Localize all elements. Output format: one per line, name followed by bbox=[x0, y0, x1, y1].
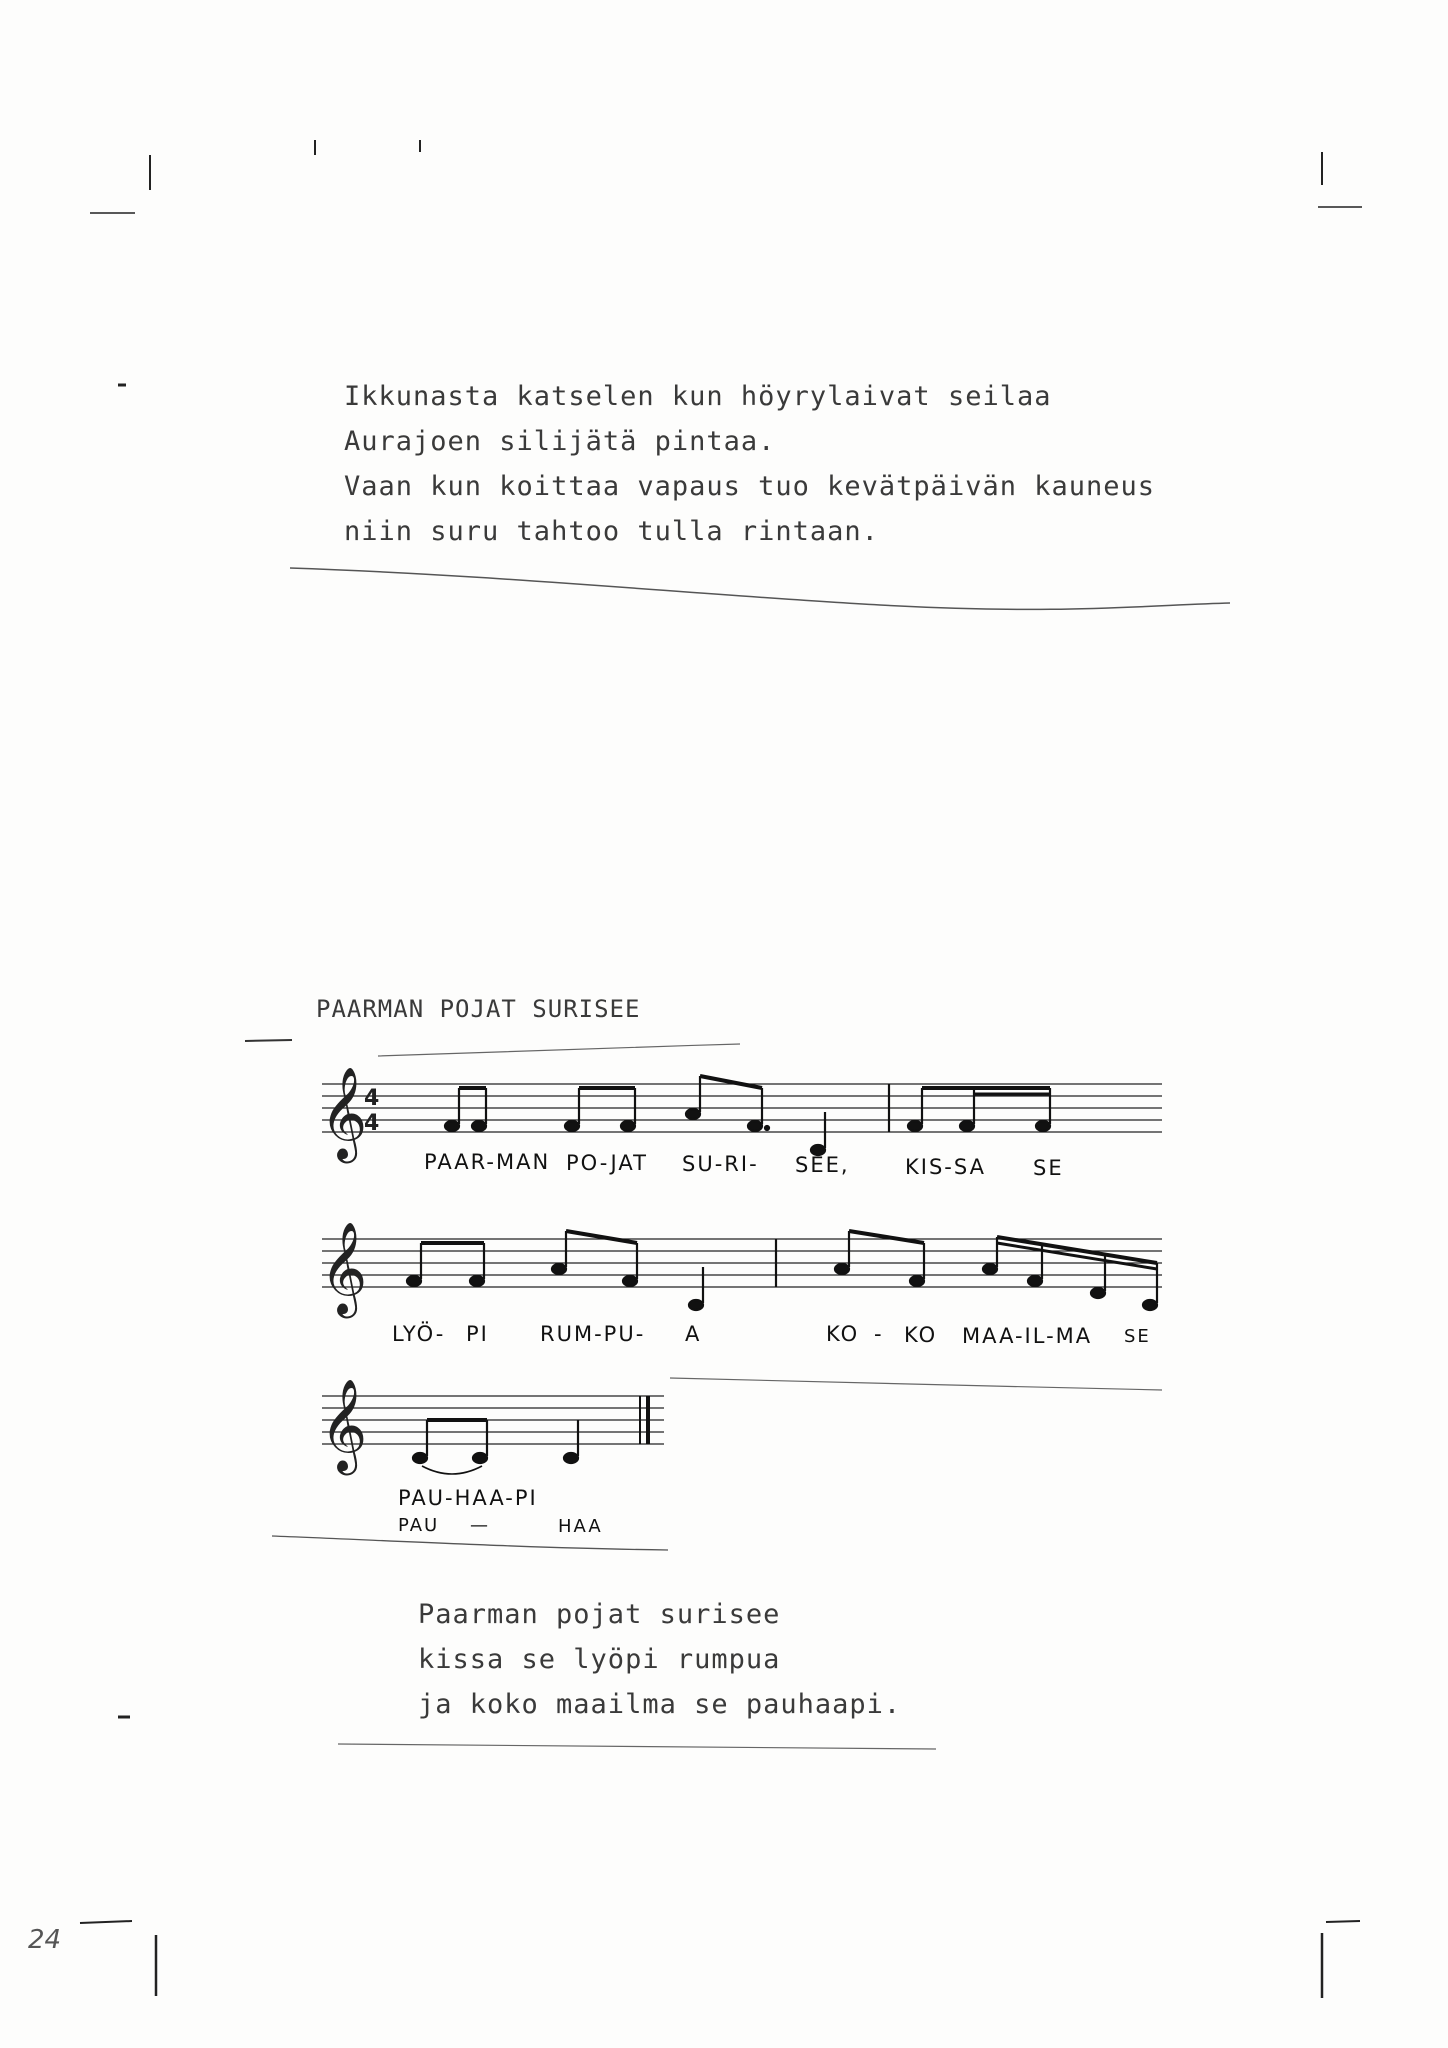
time-signature-bottom: 4 bbox=[364, 1111, 380, 1136]
lyric-syllable: — bbox=[470, 1515, 490, 1536]
lyric-syllable: SE bbox=[1033, 1156, 1064, 1180]
lyric-syllable: KO bbox=[904, 1323, 938, 1347]
treble-clef-icon: 𝄞 bbox=[320, 1066, 368, 1159]
lyrics-line-3: PAU-HAA-PI bbox=[398, 1486, 538, 1510]
lyric-syllable: RUM-PU- bbox=[540, 1322, 646, 1346]
staff-3 bbox=[322, 1396, 664, 1444]
verse-line: kissa se lyöpi rumpua bbox=[418, 1644, 781, 1675]
lyric-syllable: KO bbox=[826, 1322, 860, 1346]
lyric-syllable: KIS-SA bbox=[905, 1155, 986, 1179]
lyric-syllable: PAAR-MAN bbox=[424, 1150, 551, 1174]
lyric-syllable: MAA-IL-MA bbox=[962, 1324, 1093, 1348]
lyric-syllable: SU-RI- bbox=[682, 1152, 759, 1176]
lyric-syllable: HAA bbox=[558, 1516, 603, 1537]
page-number: 24 bbox=[28, 1925, 62, 1955]
lyric-syllable: PO-JAT bbox=[566, 1151, 648, 1175]
song-title: PAARMAN POJAT SURISEE bbox=[316, 995, 641, 1023]
verse-line: ja koko maailma se pauhaapi. bbox=[418, 1689, 902, 1720]
verse-line: Ikkunasta katselen kun höyrylaivat seilaa bbox=[344, 381, 1052, 412]
verse-bottom bbox=[418, 1592, 901, 1727]
lyric-syllable: LYÖ- bbox=[392, 1322, 446, 1346]
lyric-syllable: SE bbox=[1124, 1326, 1151, 1347]
time-signature-top: 4 bbox=[364, 1086, 380, 1111]
treble-clef-icon: 𝄞 bbox=[320, 1378, 368, 1471]
verse-line: Vaan kun koittaa vapaus tuo kevätpäivän kauneus bbox=[344, 471, 1156, 502]
lyric-syllable: PI bbox=[466, 1322, 489, 1346]
treble-clef-icon: 𝄞 bbox=[320, 1221, 368, 1314]
lyric-syllable: PAU bbox=[398, 1515, 440, 1536]
verse-line: niin suru tahtoo tulla rintaan. bbox=[344, 516, 879, 547]
lyric-syllable: A bbox=[685, 1322, 702, 1346]
verse-line: Aurajoen silijätä pintaa. bbox=[344, 426, 776, 457]
lyric-syllable: - bbox=[874, 1322, 884, 1346]
verse-line: Paarman pojat surisee bbox=[418, 1599, 781, 1630]
lyric-syllable: SEE, bbox=[795, 1153, 850, 1177]
